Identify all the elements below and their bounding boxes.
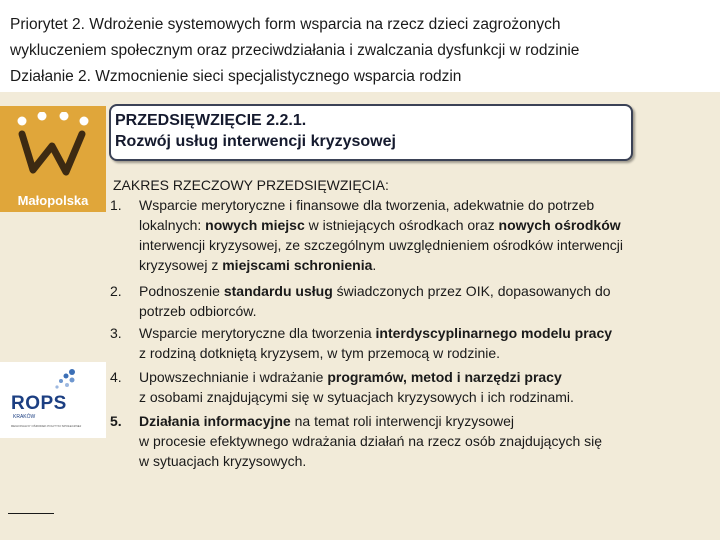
project-number: PRZEDSIĘWZIĘCIE 2.2.1.: [115, 112, 307, 129]
header-action-line: Działanie 2. Wzmocnienie sieci specjalistycznego wsparcia rodzin: [10, 68, 462, 85]
list-item-text: kryzysowej z: [139, 257, 223, 273]
list-item-text: w procesie efektywnego wdrażania działań na rzecz osób znajdujących się: [139, 433, 603, 449]
list-item-emphasis: nowych ośrodków: [498, 217, 621, 233]
list-item-text: Upowszechnianie i wdrażanie: [139, 369, 328, 385]
footnote-divider: [8, 513, 54, 514]
list-item-emphasis: standardu usług: [223, 283, 333, 299]
list-item-number: 5.: [110, 413, 122, 429]
list-item-text: świadczonych przez OIK, dopasowanych do: [332, 283, 611, 299]
list-item-text: z osobami znajdującymi się w sytuacjach kryzysowych i ich rodzinami.: [139, 389, 574, 405]
list-item-line: [139, 255, 376, 275]
list-item-text: w sytuacjach kryzysowych.: [139, 453, 307, 469]
list-item-text: na temat roli interwencji kryzysowej: [290, 413, 515, 429]
list-item-text: z rodziną dotkniętą kryzysem, w tym przemocą w rodzinie.: [139, 345, 501, 361]
list-item-line: [139, 431, 602, 451]
rops-city: KRAKÓW: [13, 414, 36, 420]
list-item-line: [139, 367, 562, 387]
project-title: Rozwój usług interwencji kryzysowej: [115, 133, 396, 150]
list-item-line: [139, 235, 623, 255]
list-item-text: lokalnych:: [139, 217, 206, 233]
malopolska-wordmark: Małopolska: [17, 193, 89, 208]
list-item-line: [139, 215, 621, 235]
list-item-emphasis: Działania informacyjne: [139, 413, 291, 429]
list-item-line: [139, 301, 257, 321]
list-item-text: .: [372, 257, 377, 273]
list-item-number: 3.: [110, 325, 122, 341]
list-item-emphasis: programów, metod i narzędzi pracy: [327, 369, 562, 385]
list-item-text: Podnoszenie: [139, 283, 224, 299]
header-priority-line2: wykluczeniem społecznym oraz przeciwdziałania i zwalczania dysfunkcji w rodzinie: [10, 42, 580, 59]
list-item-line: [139, 343, 500, 363]
list-item-line: [139, 323, 612, 343]
rops-logo: [0, 362, 106, 438]
list-item-number: 4.: [110, 369, 122, 385]
list-item-line: [139, 451, 306, 471]
list-item-emphasis: interdyscyplinarnego modelu pracy: [375, 325, 613, 341]
rops-dots-icon: [52, 368, 78, 394]
list-item-emphasis: nowych miejsc: [205, 217, 305, 233]
project-title-box: [109, 104, 633, 161]
list-item-text: Wsparcie merytoryczne i finansowe dla tworzenia, adekwatnie do potrzeb: [139, 197, 595, 213]
scope-heading: ZAKRES RZECZOWY PRZEDSIĘWZIĘCIA:: [113, 177, 389, 193]
list-item-text: w istniejących ośrodkach oraz: [304, 217, 499, 233]
malopolska-logo: [0, 106, 106, 212]
header-priority-line1: Priorytet 2. Wdrożenie systemowych form wsparcia na rzecz dzieci zagrożonych: [10, 16, 561, 33]
list-item-text: interwencji kryzysowej, ze szczególnym uwzględnieniem ośrodków interwencji: [139, 237, 623, 253]
rops-tagline: REGIONALNY OŚRODEK POLITYKI SPOŁECZNEJ: [11, 424, 82, 428]
list-item-number: 2.: [110, 283, 122, 299]
header: [0, 0, 720, 92]
malopolska-emblem-icon: [8, 112, 98, 188]
list-item-line: [139, 387, 574, 407]
list-item-number: 1.: [110, 197, 122, 213]
list-item-line: [139, 411, 514, 431]
list-item-text: potrzeb odbiorców.: [139, 303, 257, 319]
list-item-text: Wsparcie merytoryczne dla tworzenia: [139, 325, 376, 341]
list-item-emphasis: miejscami schronienia: [222, 257, 373, 273]
rops-wordmark: ROPS: [11, 393, 67, 414]
list-item-line: [139, 281, 611, 301]
list-item-line: [139, 195, 594, 215]
